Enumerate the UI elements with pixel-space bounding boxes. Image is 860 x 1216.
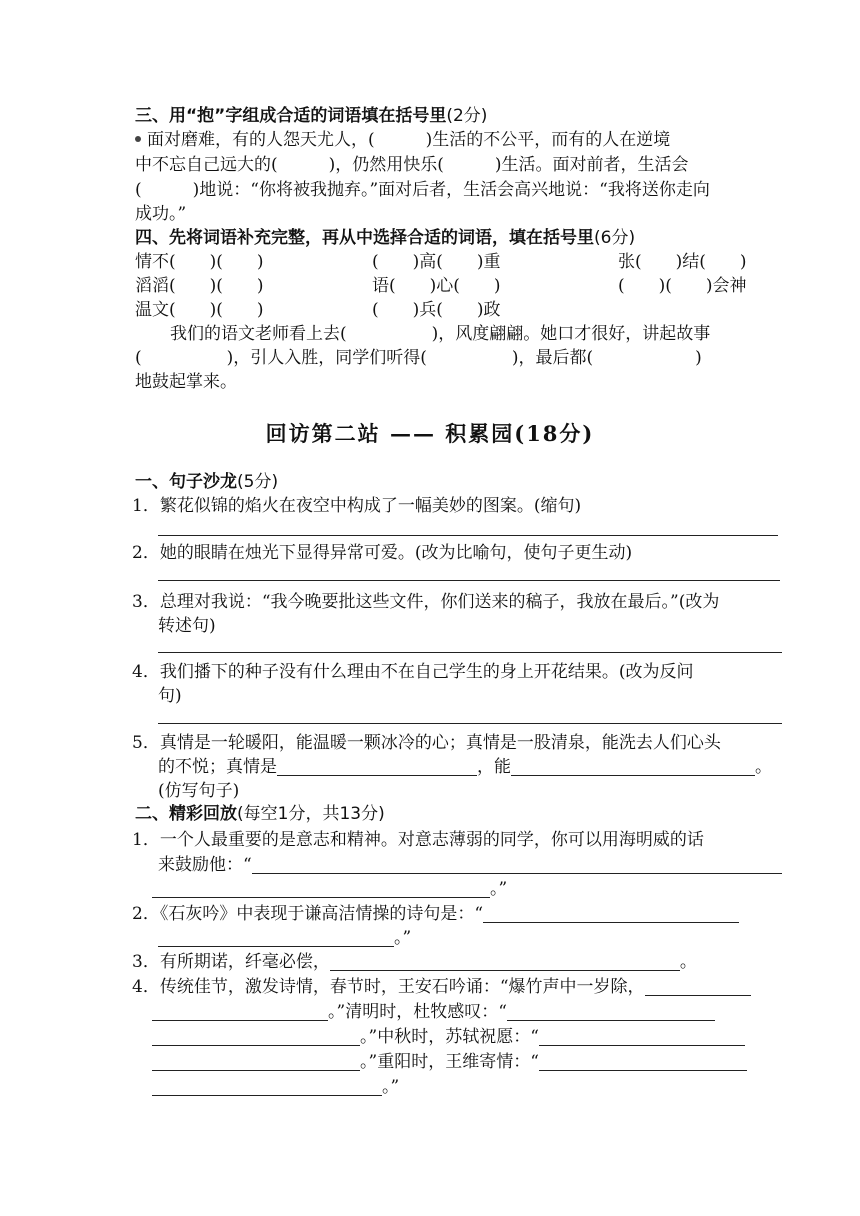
question-5-line-2 (158, 755, 772, 779)
question-5-instruction: (仿写句子) (158, 781, 240, 801)
section-heading-review (135, 802, 385, 826)
review-q4-line-2 (152, 1000, 715, 1024)
part3-line-1 (135, 128, 670, 152)
section-heading-sentences (135, 470, 278, 494)
idiom-4[interactable]: 滔滔( )( ) (135, 276, 264, 296)
question-2: 2．她的眼睛在烛光下显得异常可爱。(改为比喻句，使句子更生动) (132, 543, 633, 563)
review-q4-blank-7[interactable] (539, 1052, 747, 1071)
review-q4-text: 4．传统佳节，激发诗情，春节时，王安石吟诵：“爆竹声中一岁除， (132, 977, 645, 997)
review-q4-blank-6[interactable] (152, 1052, 360, 1071)
review-q4-blank-4[interactable] (152, 1027, 360, 1046)
review-q4 (132, 975, 751, 999)
review-q4-chongyang: 。”重阳时，王维寄情：“ (360, 1052, 539, 1072)
review-q2-line-2 (158, 926, 411, 950)
review-q4-zhongqiu: 。”中秋时，苏轼祝愿：“ (360, 1027, 539, 1047)
question-3-cont: 转述句) (158, 616, 216, 636)
answer-line-q4[interactable] (158, 723, 782, 724)
q5-blank-1[interactable] (277, 757, 477, 776)
section-heading-part3 (135, 104, 487, 128)
review-q1-lead: 来鼓励他：“ (158, 855, 252, 875)
q5-end: 。 (755, 757, 772, 777)
bullet-icon (135, 136, 141, 142)
sentences-points: (5分) (237, 472, 279, 492)
review-q4-close: 。” (382, 1077, 400, 1097)
review-q2-text: 2．《石灰吟》中表现于谦高洁情操的诗句是：“ (132, 904, 484, 924)
review-q1-blank-2[interactable] (152, 879, 490, 898)
question-4: 4．我们播下的种子没有什么理由不在自己学生的身上开花结果。(改为反问 (132, 662, 694, 682)
review-q3-blank[interactable] (330, 952, 680, 971)
part3-line-2: 中不忘自己远大的( )，仍然用快乐( )生活。面对前者，生活会 (135, 155, 689, 175)
q5-prefix: 的不悦；真情是 (158, 757, 277, 777)
idiom-7[interactable]: 温文( )( ) (135, 300, 264, 320)
part4-points: (6分) (594, 228, 636, 248)
answer-line-q1[interactable] (158, 535, 778, 536)
review-q1-line-2 (158, 853, 782, 877)
review-q4-blank-3[interactable] (507, 1002, 715, 1021)
review-q3-text: 3．有所期诺，纤毫必偿， (132, 952, 330, 972)
review-q4-blank-1[interactable] (645, 977, 751, 996)
review-q4-blank-5[interactable] (539, 1027, 745, 1046)
idiom-5[interactable]: 语( )心( ) (372, 276, 501, 296)
idiom-1[interactable]: 情不( )( ) (135, 252, 264, 272)
question-4-cont: 句) (158, 686, 182, 706)
idiom-3[interactable]: 张( )结( ) (618, 252, 747, 272)
part3-points: (2分) (446, 106, 488, 126)
review-points: (每空1分，共13分) (237, 804, 385, 824)
review-q4-blank-8[interactable] (152, 1077, 382, 1096)
review-q1-blank-1[interactable] (252, 855, 782, 874)
idiom-2[interactable]: ( )高( )重 (372, 252, 501, 272)
part3-line-1-text: 面对磨难，有的人怨天尤人，( )生活的不公平，而有的人在逆境 (147, 130, 671, 150)
review-q1-line-3 (152, 877, 507, 901)
q5-middle: ，能 (477, 757, 511, 777)
review-q1-close: 。” (490, 879, 508, 899)
review-q2-blank-2[interactable] (158, 928, 394, 947)
question-1: 1．繁花似锦的焰火在夜空中构成了一幅美妙的图案。(缩句) (132, 496, 582, 516)
review-q2-close: 。” (394, 928, 412, 948)
review-q2 (132, 902, 739, 926)
review-q4-qingming: 。”清明时，杜牧感叹：“ (328, 1002, 507, 1022)
part4-para-line-3: 地鼓起掌来。 (135, 372, 237, 392)
sentences-heading-text: 一、句子沙龙 (135, 472, 237, 492)
review-q3-end: 。 (679, 952, 697, 972)
part4-para-line-1: 我们的语文老师看上去( )，风度翩翩。她口才很好，讲起故事 (170, 324, 711, 344)
review-q4-line-3 (152, 1025, 745, 1049)
review-q4-blank-2[interactable] (152, 1002, 328, 1021)
review-heading-text: 二、精彩回放 (135, 804, 237, 824)
answer-line-q3[interactable] (158, 652, 782, 653)
part3-line-4: 成功。” (135, 204, 187, 224)
review-q2-blank-1[interactable] (483, 904, 739, 923)
review-q4-line-5 (152, 1075, 399, 1099)
question-5: 5．真情是一轮暖阳，能温暖一颗冰冷的心；真情是一股清泉，能洗去人们心头 (132, 733, 721, 753)
part3-heading-text: 三、用“抱”字组成合适的词语填在括号里 (135, 106, 447, 126)
q5-blank-2[interactable] (511, 757, 755, 776)
answer-line-q2[interactable] (158, 580, 780, 581)
review-q3 (132, 950, 697, 974)
review-q1: 1．一个人最重要的是意志和精神。对意志薄弱的同学，你可以用海明威的话 (132, 830, 704, 850)
station-2-title: 回访第二站 —— 积累园(18分) (265, 421, 595, 446)
question-3: 3．总理对我说：“我今晚要批这些文件，你们送来的稿子，我放在最后。”(改为 (132, 592, 720, 612)
part4-heading-text: 四、先将词语补充完整，再从中选择合适的词语，填在括号里 (135, 228, 594, 248)
review-q4-line-4 (152, 1050, 747, 1074)
idiom-6[interactable]: ( )( )会神 (618, 276, 747, 296)
part4-para-line-2: ( )，引人入胜，同学们听得( )，最后都( ) (135, 348, 702, 368)
section-heading-part4 (135, 226, 635, 250)
part3-line-3: ( )地说：“你将被我抛弃。”面对后者，生活会高兴地说：“我将送你走向 (135, 180, 710, 200)
idiom-8[interactable]: ( )兵( )政 (372, 300, 501, 320)
